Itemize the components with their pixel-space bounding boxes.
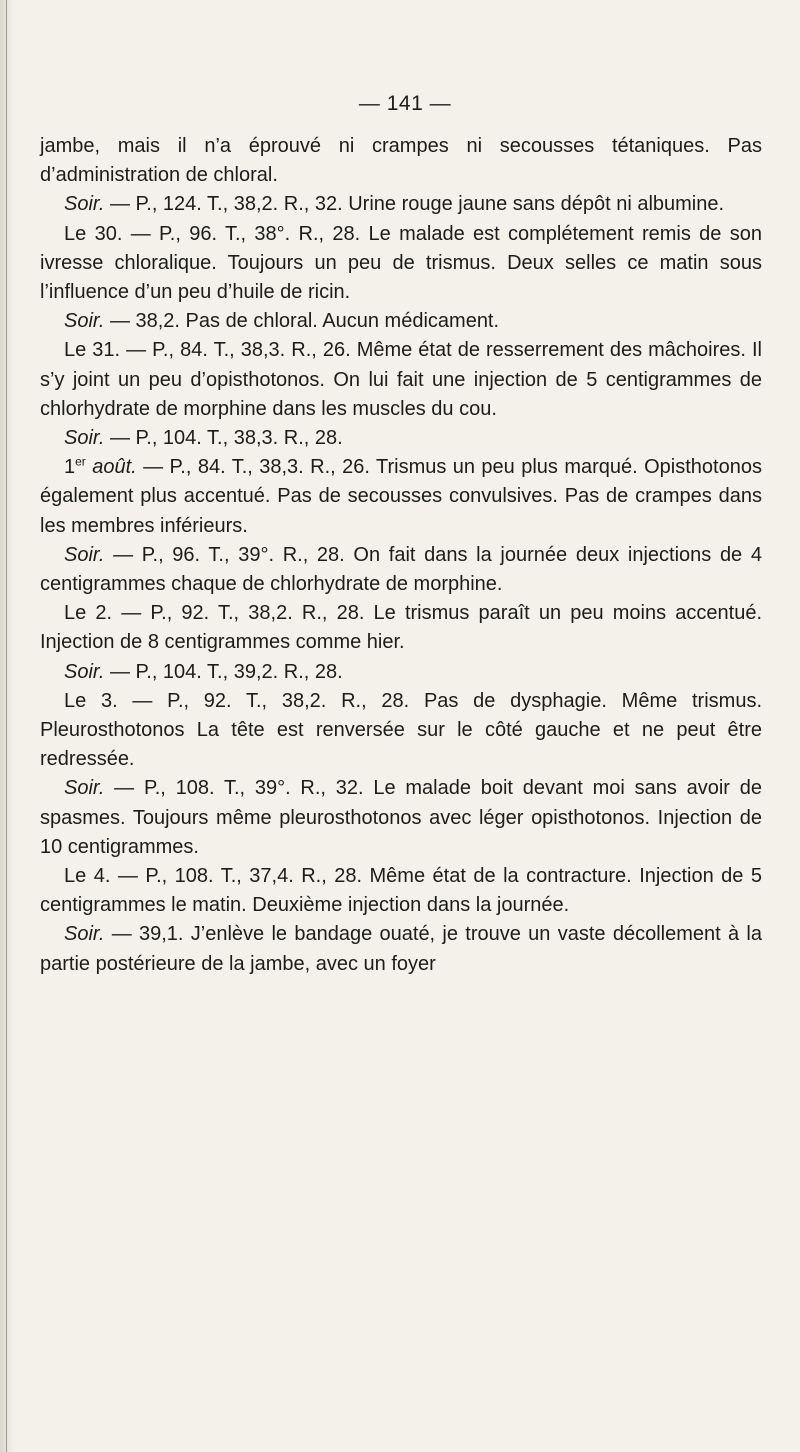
date-month: août. [85,456,137,479]
paragraph [40,190,762,219]
paragraph-lead: Soir. [64,193,105,216]
page-binding-line [6,0,7,1452]
paragraph [40,862,762,920]
date-superscript: er [75,454,86,469]
paragraph-lead: Soir. [64,427,105,450]
paragraph-lead: Soir. [64,310,105,333]
page-number: — 141 — [358,92,452,115]
paragraph [40,453,762,541]
paragraph-text: — P., 124. T., 38,2. R., 32. Urine rouge jaune sans dépôt ni albumine. [104,193,725,216]
paragraph-text: Le 2. — P., 92. T., 38,2. R., 28. Le trismus paraît un peu moins accentué. Injection de 8 centigrammes comme hier. [40,602,762,654]
paragraph [40,687,762,775]
paragraph [40,132,762,190]
paragraph-text: — P., 104. T., 38,3. R., 28. [104,427,343,450]
paragraph-text: Le 31. — P., 84. T., 38,3. R., 26. Même état de resserrement des mâchoires. Il s’y joint un peu d’opisthotonos. On lui fait une injection de 5 centigrammes de chlorhydrate de morphine dans les muscles du cou. [40,339,762,420]
page-left-edge [0,0,14,1452]
paragraph [40,541,762,599]
paragraph-text: — P., 96. T., 39°. R., 28. On fait dans la journée deux injections de 4 centigrammes chaque de chlorhydrate de morphine. [40,543,762,596]
paragraph-text: — 39,1. J’enlève le bandage ouaté, je trouve un vaste décollement à la partie postérieure de la jambe, avec un foyer [40,923,762,975]
document-page [40,92,762,979]
paragraph-lead: Soir. [64,923,105,946]
paragraph-text: Le 4. — P., 108. T., 37,4. R., 28. Même état de la contracture. Injection de 5 centigrammes le matin. Deuxième injection dans la journée. [40,865,762,917]
paragraph [40,336,762,424]
paragraph-lead: Soir. [64,660,105,683]
paragraph [40,658,762,687]
paragraph-text: Le 30. — P., 96. T., 38°. R., 28. Le malade est complétement remis de son ivresse chloralique. Toujours un peu de trismus. Deux selles ce matin sous l’influence d’un peu d’huile de ricin. [40,222,762,304]
date-number: 1 [64,456,76,479]
paragraph-text: — P., 84. T., 38,3. R., 26. Trismus un peu plus marqué. Opisthotonos également plus accentué. Pas de secousses convulsives. Pas de crampes dans les membres inférieurs. [40,456,762,537]
paragraph-text: Le 3. — P., 92. T., 38,2. R., 28. Pas de dysphagie. Même trismus. Pleurosthotonos La tête est renversée sur le côté gauche et ne peut être redressée. [40,689,762,771]
paragraph [40,424,762,453]
paragraph-text: — P., 108. T., 39°. R., 32. Le malade boit devant moi sans avoir de spasmes. Toujours même pleurosthotonos avec léger opisthotonos. Injection de 10 centigrammes. [40,777,762,858]
paragraph [40,599,762,657]
paragraph [40,307,762,336]
paragraph-text: — 38,2. Pas de chloral. Aucun médicament. [104,310,500,333]
paragraph-lead: Soir. [64,777,105,800]
paragraph [40,774,762,862]
paragraph-text: jambe, mais il n’a éprouvé ni crampes ni secousses tétaniques. Pas d’administration de chloral. [40,135,762,187]
paragraph-lead: Soir. [64,543,105,566]
paragraph-text: — P., 104. T., 39,2. R., 28. [104,660,343,683]
paragraph [40,920,762,978]
paragraph [40,220,762,308]
